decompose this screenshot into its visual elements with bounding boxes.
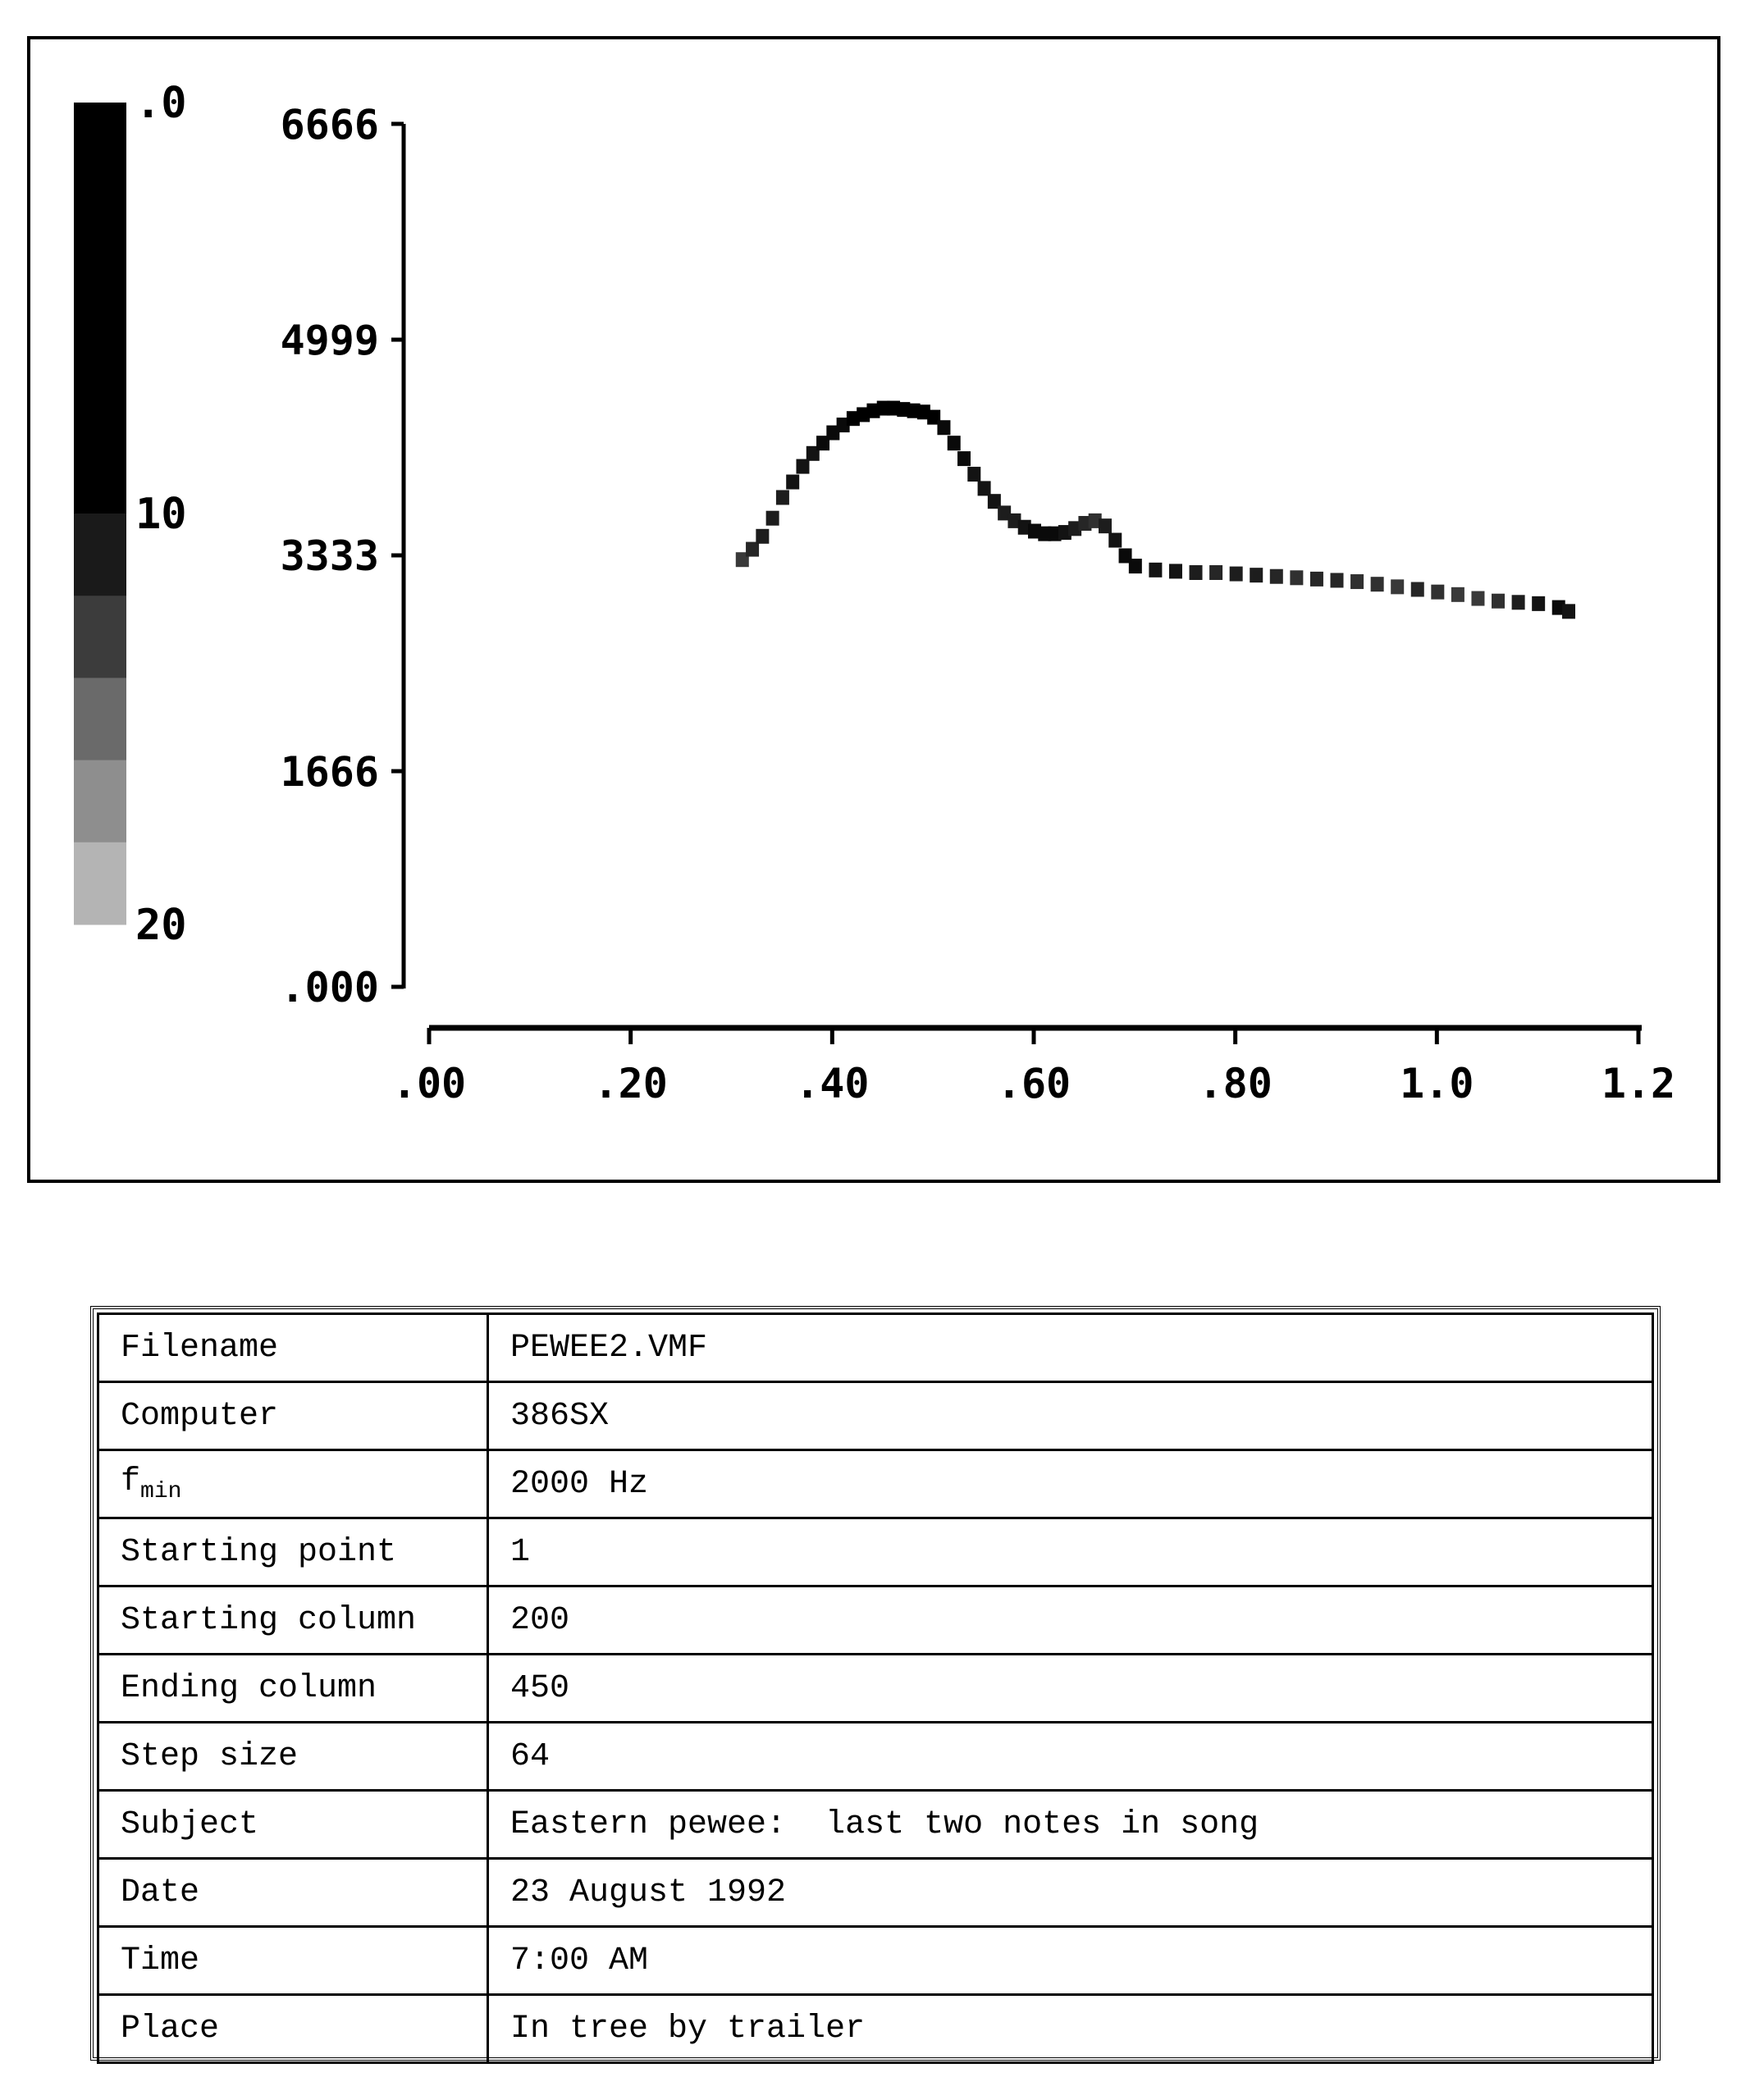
row-value: 23 August 1992 <box>488 1859 1653 1927</box>
x-tick-labels <box>392 1060 1675 1107</box>
row-label: Filename <box>98 1314 488 1382</box>
colorbar-segment <box>74 431 126 514</box>
spectrogram-cell <box>1492 594 1505 609</box>
row-value: 386SX <box>488 1382 1653 1450</box>
row-label: Computer <box>98 1382 488 1450</box>
table-row <box>98 1314 1653 1382</box>
spectrogram-cell <box>1099 518 1112 533</box>
spectrogram-cell <box>1331 573 1344 587</box>
colorbar-segment <box>74 678 126 760</box>
row-label-main: f <box>121 1463 141 1500</box>
colorbar-segment <box>74 185 126 267</box>
row-label: Step size <box>98 1723 488 1791</box>
y-tick-labels <box>281 101 379 1011</box>
colorbar <box>74 103 126 925</box>
colorbar-segment <box>74 842 126 925</box>
table-row <box>98 1586 1653 1655</box>
spectrogram-cell <box>796 459 809 474</box>
spectrogram-cell <box>1532 596 1545 611</box>
table-row <box>98 1655 1653 1723</box>
spectrogram-cell <box>1512 595 1525 609</box>
row-label: Starting column <box>98 1586 488 1655</box>
spectrogram-cell <box>957 451 971 466</box>
spectrogram-cell <box>1250 568 1263 582</box>
colorbar-tick-label: 20 <box>135 901 187 950</box>
row-label: Ending column <box>98 1655 488 1723</box>
table-row <box>98 1723 1653 1791</box>
table-row <box>98 1791 1653 1859</box>
spectrogram-cell <box>766 511 779 526</box>
x-tick-label: .00 <box>391 1060 467 1107</box>
colorbar-segment <box>74 596 126 678</box>
spectrogram-cell <box>948 436 961 450</box>
row-value: Eastern pewee: last two notes in song <box>488 1791 1653 1859</box>
y-tick-label: 4999 <box>280 317 379 365</box>
colorbar-segment <box>74 514 126 596</box>
spectrogram-cell <box>756 529 769 544</box>
x-tick-label: .40 <box>795 1060 870 1107</box>
spectrogram-cell <box>1371 577 1384 591</box>
x-tick-label: 1.0 <box>1400 1060 1474 1107</box>
spectrogram-cell <box>746 542 759 557</box>
spectrogram-cell <box>1169 564 1182 578</box>
table-row <box>98 1382 1653 1450</box>
colorbar-segment <box>74 267 126 349</box>
spectrogram-cell <box>1129 559 1142 573</box>
spectrogram-cell <box>1411 582 1424 597</box>
row-label <box>98 1450 488 1518</box>
row-label: Subject <box>98 1791 488 1859</box>
spectrogram-chart <box>30 39 1717 1180</box>
spectrogram-cell <box>1310 572 1323 587</box>
spectrogram-cell <box>1149 563 1162 578</box>
spectrogram-cell <box>1391 579 1404 594</box>
spectrogram-cell <box>1471 591 1484 606</box>
spectrogram-panel <box>27 36 1720 1183</box>
row-label: Starting point <box>98 1518 488 1586</box>
table-row <box>98 1927 1653 1995</box>
spectrogram-cell <box>1431 585 1444 600</box>
table-row <box>98 1995 1653 2063</box>
spectrogram-cell <box>1190 565 1203 580</box>
row-value: 200 <box>488 1586 1653 1655</box>
row-value: PEWEE2.VMF <box>488 1314 1653 1382</box>
spectrogram-cell <box>786 475 799 490</box>
row-value: In tree by trailer <box>488 1995 1653 2063</box>
colorbar-segment <box>74 760 126 843</box>
row-value: 64 <box>488 1723 1653 1791</box>
spectrogram-cell <box>1562 604 1575 619</box>
colorbar-labels <box>135 79 187 950</box>
x-tick-label: .80 <box>1198 1060 1273 1107</box>
spectrogram-cell <box>1108 533 1122 548</box>
colorbar-segment <box>74 103 126 185</box>
row-value: 2000 Hz <box>488 1450 1653 1518</box>
row-label: Date <box>98 1859 488 1927</box>
row-value: 7:00 AM <box>488 1927 1653 1995</box>
recording-info-table <box>90 1306 1661 2061</box>
row-value: 450 <box>488 1655 1653 1723</box>
spectrogram-cell <box>1350 574 1364 589</box>
x-tick-label: .20 <box>593 1060 668 1107</box>
spectrogram-cell <box>967 467 980 482</box>
spectrogram-cell <box>937 420 950 435</box>
row-label-subscript: min <box>140 1479 182 1504</box>
spectrogram-cells <box>736 401 1575 619</box>
spectrogram-cell <box>1451 587 1464 602</box>
spectrogram-cell <box>1290 570 1303 585</box>
spectrogram-cell <box>978 481 991 495</box>
table-row <box>98 1859 1653 1927</box>
colorbar-tick-label: .0 <box>135 79 187 128</box>
y-tick-label: .000 <box>280 964 379 1011</box>
spectrogram-cell <box>1230 567 1243 582</box>
axes <box>391 124 1642 1044</box>
spectrogram-cell <box>1270 569 1283 584</box>
spectrogram-cell <box>776 490 789 504</box>
info-table <box>97 1312 1654 2064</box>
row-label: Time <box>98 1927 488 1995</box>
y-tick-label: 6666 <box>280 101 379 148</box>
x-tick-label: .60 <box>996 1060 1071 1107</box>
colorbar-segment <box>74 349 126 432</box>
row-value: 1 <box>488 1518 1653 1586</box>
table-row <box>98 1450 1653 1518</box>
y-tick-label: 1666 <box>280 748 379 797</box>
y-tick-label: 3333 <box>280 532 379 580</box>
colorbar-tick-label: 10 <box>135 490 187 539</box>
spectrogram-cell <box>1209 565 1222 580</box>
table-row <box>98 1518 1653 1586</box>
x-tick-label: 1.2 <box>1601 1060 1676 1107</box>
row-label: Place <box>98 1995 488 2063</box>
